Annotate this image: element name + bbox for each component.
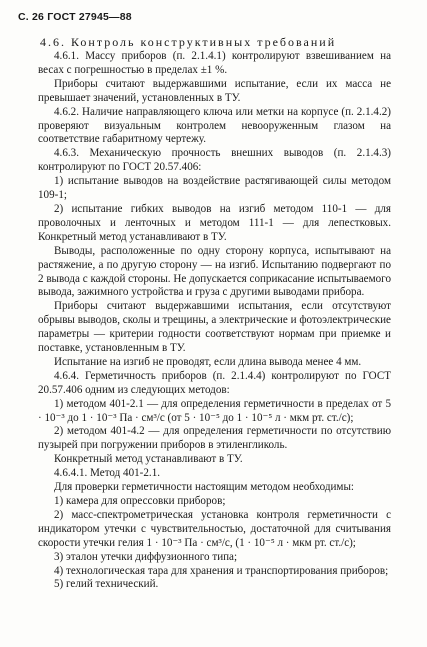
paragraph: 4.6.4. Герметичность приборов (п. 2.1.4.4) контролируют по ГОСТ 20.57.406 одним из следующих методов: [38,369,391,396]
paragraph: Испытание на изгиб не проводят, если длина вывода менее 4 мм. [54,355,362,368]
paragraph: Выводы, расположенные по одну сторону корпуса, испытывают на растяжение, а по другую сторону — на изгиб. Испытанию подвергают по 2 вывода с каждой стороны. Не допускается соприкасание испытываемого вывода, зажимного устройства и груза с другими выводами прибора. [38,244,391,299]
paragraph: 1) методом 401-2.1 — для определения герметичности в пределах от 5 · 10⁻³ до 1 · 10⁻³ Па · см³/с (от 5 · 10⁻⁵ до 1 · 10⁻⁵ л · мкм рт. ст./с); [38,397,391,424]
paragraph: 4.6.4.1. Метод 401-2.1. [54,467,161,480]
paragraph: 4.6.1. Массу приборов (п. 2.1.4.1) контролируют взвешиванием на весах с погрешностью в пределах ±1 %. [38,50,391,76]
paragraph: 2) масс-спектрометрическая установка контроля герметичности с индикатором утечки с чувствительностью, достаточной для считывания скорости утечки гелия 1 · 10⁻³ Па · см³/с, (1 · 10⁻⁵ л · мкм рт. ст./с); [38,508,391,549]
paragraph: Конкретный метод устанавливают в ТУ. [54,453,243,466]
paragraph: 5) гелий технический. [54,578,159,591]
paragraph: 2) методом 401-4.2 — для определения герметичности по отсутствию пузырей при погружении приборов в этиленгликоль. [38,425,391,452]
paragraph: Приборы считают выдержавшими испытание, если их масса не превышает значений, установленных в ТУ. [38,77,391,104]
paragraph: 4.6.3. Механическую прочность внешних выводов (п. 2.1.4.3) контролируют по ГОСТ 20.57.406: [38,147,391,174]
paragraph: 2) испытание гибких выводов на изгиб методом 110-1 — для проволочных и ленточных и методом 111-1 — для лепестковых. Конкретный метод устанавливают в ТУ. [38,202,391,243]
page-header: С. 26 ГОСТ 27945—88 [18,11,132,23]
paragraph: 3) эталон утечки диффузионного типа; [54,550,238,563]
paragraph: 4) технологическая тара для хранения и транспортирования приборов; [54,564,389,577]
paragraph: Приборы считают выдержавшими испытания, если отсутствуют обрывы выводов, сколы и трещины, а электрические и фотоэлектрические параметры — критерии годности соответствуют нормам при приемке и поставке, установленным в ТУ. [38,300,391,355]
paragraph: 1) испытание выводов на воздействие растягивающей силы методом 109-1; [38,175,391,202]
paragraph: Для проверки герметичности настоящим методом необходимы: [54,481,354,494]
section-heading: 4.6. Контроль конструктивных требований [40,35,337,49]
paragraph: 1) камера для опрессовки приборов; [54,495,226,507]
paragraph: 4.6.2. Наличие направляющего ключа или метки на корпусе (п. 2.1.4.2) проверяют визуальным контролем невооруженным глазом на соответствие габаритному чертежу. [38,105,391,146]
